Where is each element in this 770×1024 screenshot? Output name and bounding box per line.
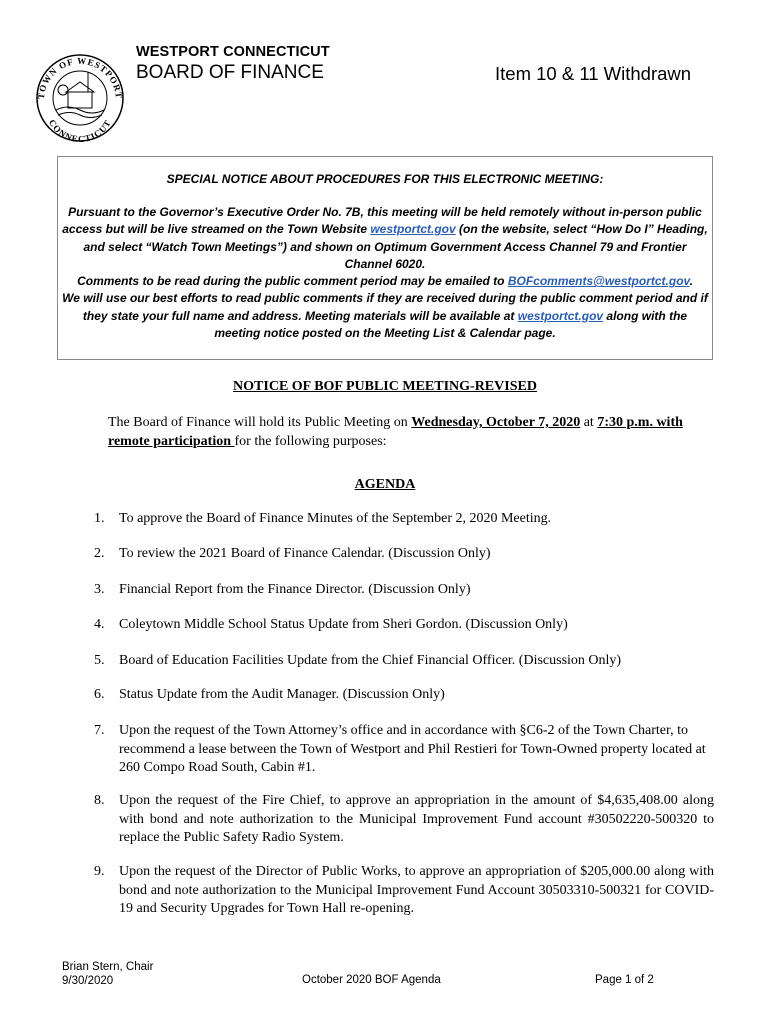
special-notice-body	[62, 204, 708, 342]
agenda-item-6	[94, 686, 714, 705]
agenda-item-2	[94, 545, 714, 564]
header-town: WESTPORT CONNECTICUT	[136, 44, 330, 60]
agenda-item-3	[94, 581, 714, 600]
seal-top-text: TOWN OF WESTPORT	[35, 55, 125, 100]
website-link[interactable]: westportct.gov	[370, 222, 456, 237]
agenda-heading: AGENDA	[354, 477, 416, 492]
intro-text: for the following purposes:	[234, 434, 387, 449]
notice-text: .	[689, 274, 693, 289]
agenda-item-1	[94, 510, 714, 529]
agenda-item-text: Status Update from the Audit Manager. (Discussion Only)	[119, 687, 445, 702]
intro-text: at	[580, 415, 598, 430]
agenda-item-number: 3.	[94, 582, 105, 597]
agenda-item-number: 5.	[94, 653, 105, 668]
agenda-item-9	[94, 863, 714, 919]
agenda-item-text: To approve the Board of Finance Minutes of the September 2, 2020 Meeting.	[119, 511, 552, 526]
footer-chair-name: Brian Stern, Chair	[62, 961, 154, 973]
agenda-item-text: Upon the request of the Director of Public Works, to approve an appropriation of $205,000.00 along with bond and note authorization to the Municipal Improvement Fund Account 30503310-500321 for COVID-19 and Security Upgrades for Town Hall re-opening.	[119, 864, 714, 916]
special-notice-title: SPECIAL NOTICE ABOUT PROCEDURES FOR THIS ELECTRONIC MEETING:	[166, 172, 604, 186]
website-link[interactable]: westportct.gov	[517, 308, 604, 323]
agenda-item-8	[94, 792, 714, 848]
comments-email-link[interactable]: BOFcomments@westportct.gov	[507, 274, 690, 289]
notice-text: Pursuant to the Governor’s Executive Order No. 7B, this meeting will be held remotely without in-person public access but will be live streamed on the Town Website	[62, 205, 702, 237]
notice-paragraph-comments	[62, 273, 708, 290]
agenda-item-number: 9.	[94, 864, 105, 879]
special-notice-box	[57, 156, 713, 360]
intro-text: The Board of Finance will hold its Public Meeting on	[108, 415, 412, 430]
agenda-item-number: 7.	[94, 723, 105, 738]
svg-text:TOWN OF WESTPORT	[36, 56, 124, 100]
agenda-item-text: Board of Education Facilities Update from the Chief Financial Officer. (Discussion Only)	[119, 653, 622, 668]
agenda-item-5	[94, 652, 714, 671]
meeting-notice-heading: NOTICE OF BOF PUBLIC MEETING-REVISED	[233, 379, 537, 394]
svg-text:CONNECTICUT	[47, 118, 113, 142]
agenda-item-text: Upon the request of the Fire Chief, to approve an appropriation in the amount of $4,635,408.00 along with bond and note authorization to the Municipal Improvement Fund account #30502220-500320 to replace the Public Safety Radio System.	[119, 793, 714, 845]
seal-bottom-text: CONNECTICUT	[46, 117, 114, 142]
notice-text: (on the website, select “How Do I” Heading, and select “Watch Town Meetings”) and shown on Optimum Government Access Channel 79 and Frontier Channel 6020.	[83, 222, 708, 271]
meeting-intro	[108, 413, 713, 451]
notice-text: We will use our best efforts to read public comments if they are received during the public comment period and if they state your full name and address. Meeting materials will be available at	[62, 291, 708, 323]
footer-date: 9/30/2020	[62, 975, 114, 987]
agenda-item-number: 1.	[94, 511, 105, 526]
town-seal-logo	[30, 50, 130, 142]
agenda-item-7	[94, 722, 714, 778]
agenda-item-text: Upon the request of the Town Attorney’s office and in accordance with §C6-2 of the Town Charter, to recommend a lease between the Town of Westport and Phil Restieri for Town-Owned property located at 260 Compo Road South, Cabin #1.	[119, 723, 706, 775]
agenda-item-4	[94, 616, 714, 635]
agenda-item-number: 4.	[94, 617, 105, 632]
header-item-status: Item 10 & 11 Withdrawn	[495, 63, 692, 84]
notice-paragraph-materials	[62, 290, 708, 342]
meeting-time: 7:30 p.m. with remote participation	[108, 415, 683, 449]
header-board-name: BOARD OF FINANCE	[136, 62, 324, 83]
footer-doc-title: October 2020 BOF Agenda	[302, 974, 441, 986]
agenda-item-number: 2.	[94, 546, 105, 561]
footer-page-number: Page 1 of 2	[595, 974, 654, 986]
agenda-item-number: 6.	[94, 687, 105, 702]
agenda-item-text: Coleytown Middle School Status Update from Sheri Gordon. (Discussion Only)	[119, 617, 568, 632]
agenda-item-text: To review the 2021 Board of Finance Calendar. (Discussion Only)	[119, 546, 491, 561]
notice-paragraph-livestream	[62, 204, 708, 273]
agenda-item-text: Financial Report from the Finance Director. (Discussion Only)	[119, 582, 471, 597]
notice-text: along with the meeting notice posted on the Meeting List & Calendar page.	[214, 308, 688, 341]
notice-text: Comments to be read during the public comment period may be emailed to	[77, 274, 508, 289]
agenda-item-number: 8.	[94, 793, 105, 808]
meeting-date: Wednesday, October 7, 2020	[411, 415, 581, 430]
footer-signature	[62, 960, 153, 988]
